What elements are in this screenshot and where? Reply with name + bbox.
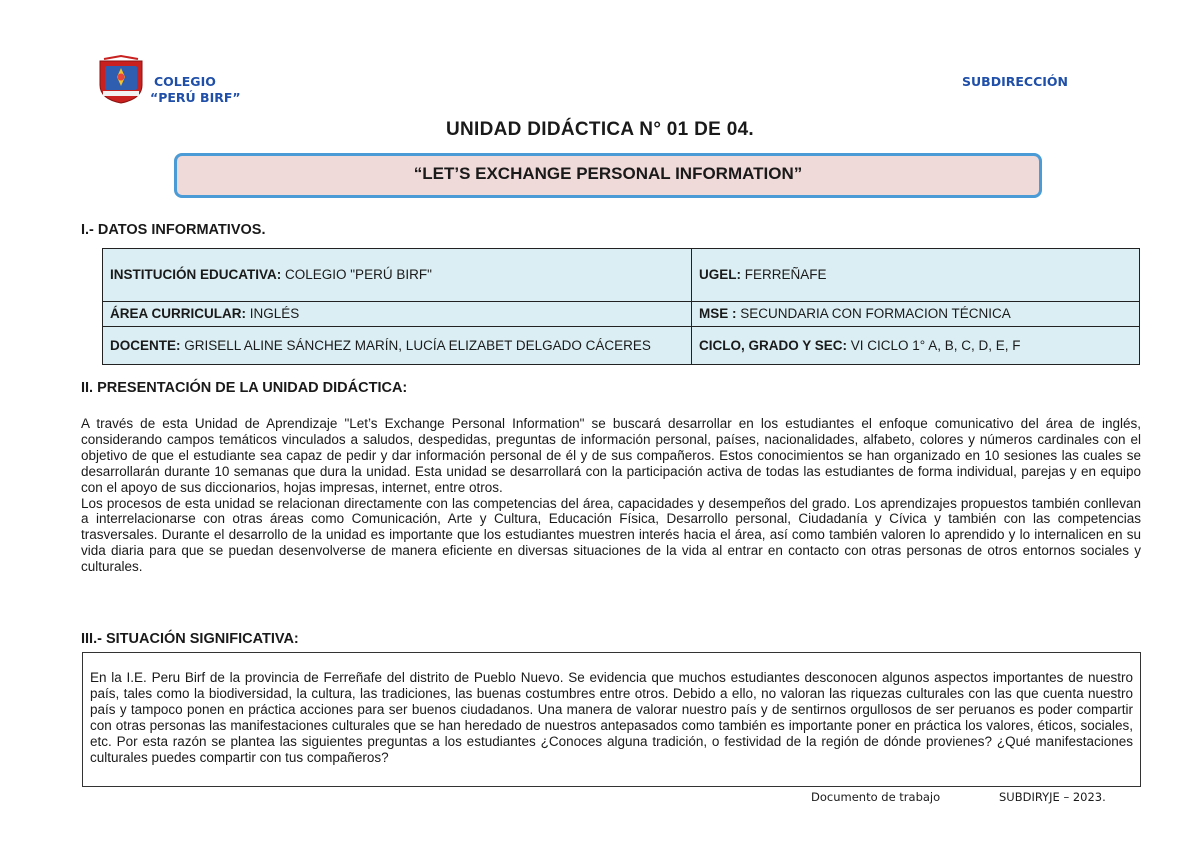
school-name — [150, 74, 241, 106]
table-cell — [103, 302, 692, 327]
significant-situation-box — [82, 652, 1141, 787]
situation-text: En la I.E. Peru Birf de la provincia de Ferreñafe del distrito de Pueblo Nuevo. Se evidencia que muchos estudiantes desconocen algunos aspectos importantes de nuestro país, tales como la biodiversidad, la cultura, las tradiciones, las buenas costumbres entre otros. Debido a ello, no valoran las riquezas culturales con las que cuenta nuestro país y tampoco ponen en práctica acciones para ser buenos ciudadanos. Una manera de valorar nuestro país y de sentirnos orgullosos de ser peruanos es poder compartir con otras personas las manifestaciones culturales que se han heredado de nuestros antepasados como también es importante poner en práctica los valores, éticos, sociales, etc. Por esta razón se plantea las siguientes preguntas a los estudiantes ¿Conoces alguna tradición, o festividad de la región de dónde provienes? ¿Qué manifestaciones culturales puedes compartir con tus compañeros? — [90, 670, 1133, 765]
table-cell — [692, 327, 1140, 365]
section-3-heading: III.- SITUACIÓN SIGNIFICATIVA: — [81, 631, 299, 647]
cell-label: DOCENTE: — [110, 337, 181, 353]
table-row — [103, 249, 1140, 302]
section-2-heading: II. PRESENTACIÓN DE LA UNIDAD DIDÁCTICA: — [81, 380, 408, 396]
cell-label: ÁREA CURRICULAR: — [110, 306, 246, 321]
table-cell — [103, 249, 692, 302]
table-cell — [692, 302, 1140, 327]
cell-label: INSTITUCIÓN EDUCATIVA: — [110, 267, 282, 282]
informative-data-table — [102, 248, 1140, 365]
footer-code: SUBDIRYJE – 2023. — [999, 790, 1106, 804]
unit-title: UNIDAD DIDÁCTICA N° 01 DE 04. — [445, 119, 755, 140]
school-name-line1: COLEGIO — [154, 74, 216, 89]
cell-value: SECUNDARIA CON FORMACION TÉCNICA — [736, 306, 1011, 321]
table-cell — [103, 327, 692, 365]
cell-value: VI CICLO 1° A, B, C, D, E, F — [847, 337, 1021, 353]
cell-value: FERREÑAFE — [741, 267, 827, 282]
school-name-line2: “PERÚ BIRF” — [150, 90, 241, 105]
subdirection-label: SUBDIRECCIÓN — [962, 74, 1068, 89]
paragraph: A través de esta Unidad de Aprendizaje "Let’s Exchange Personal Information" se buscará desarrollar en los estudiantes el enfoque comunicativo del área de inglés, considerando campos temáticos vinculados a saludos, despedidas, preguntas de información personal, países, nacionalidades, alfabeto, colores y números cardinales con el objetivo de que el estudiante sea capaz de pedir y dar información personal de él y de sus compañeros. Estos conocimientos se han organizado en 10 sesiones las cuales se desarrollarán durante 10 semanas que dura la unidad. Esta unidad se desarrollará con la participación activa de todas las estudiantes de forma individual, parejas y en equipo con el apoyo de sus diccionarios, hojas impresas, internet, entre otros. — [81, 416, 1141, 495]
cell-label: UGEL: — [699, 267, 741, 282]
paragraph: Los procesos de esta unidad se relacionan directamente con las competencias del área, capacidades y desempeños del grado. Los aprendizajes propuestos también conllevan a interrelacionarse con otras áreas como Comunicación, Arte y Cultura, Educación Física, Desarrollo personal, Ciudadanía y Cívica y también con las competencias trasversales. Durante el desarrollo de la unidad es importante que los estudiantes muestren interés hacia el área, así como también valoren lo aprendido y lo internalicen en su vida diaria para que se puedan desenvolverse de manera eficiente en diversas situaciones de la vida al entrar en contacto con otras personas de otros entornos sociales y culturales. — [81, 495, 1141, 575]
cell-value: GRISELL ALINE SÁNCHEZ MARÍN, LUCÍA ELIZABET DELGADO CÁCERES — [180, 337, 651, 353]
table-cell — [692, 249, 1140, 302]
cell-label: MSE : — [699, 306, 737, 321]
section-1-heading: I.- DATOS INFORMATIVOS. — [81, 222, 266, 238]
cell-value: INGLÉS — [246, 306, 300, 321]
cell-value: COLEGIO "PERÚ BIRF" — [281, 267, 432, 282]
table-row — [103, 302, 1140, 327]
footer-divider — [82, 786, 1141, 787]
footer-document-label: Documento de trabajo — [811, 790, 941, 804]
unit-name-banner: “LET’S EXCHANGE PERSONAL INFORMATION” — [174, 153, 1042, 198]
school-crest-logo — [96, 55, 146, 105]
cell-label: CICLO, GRADO Y SEC: — [699, 337, 848, 353]
presentation-text — [81, 416, 1141, 575]
table-row — [103, 327, 1140, 365]
